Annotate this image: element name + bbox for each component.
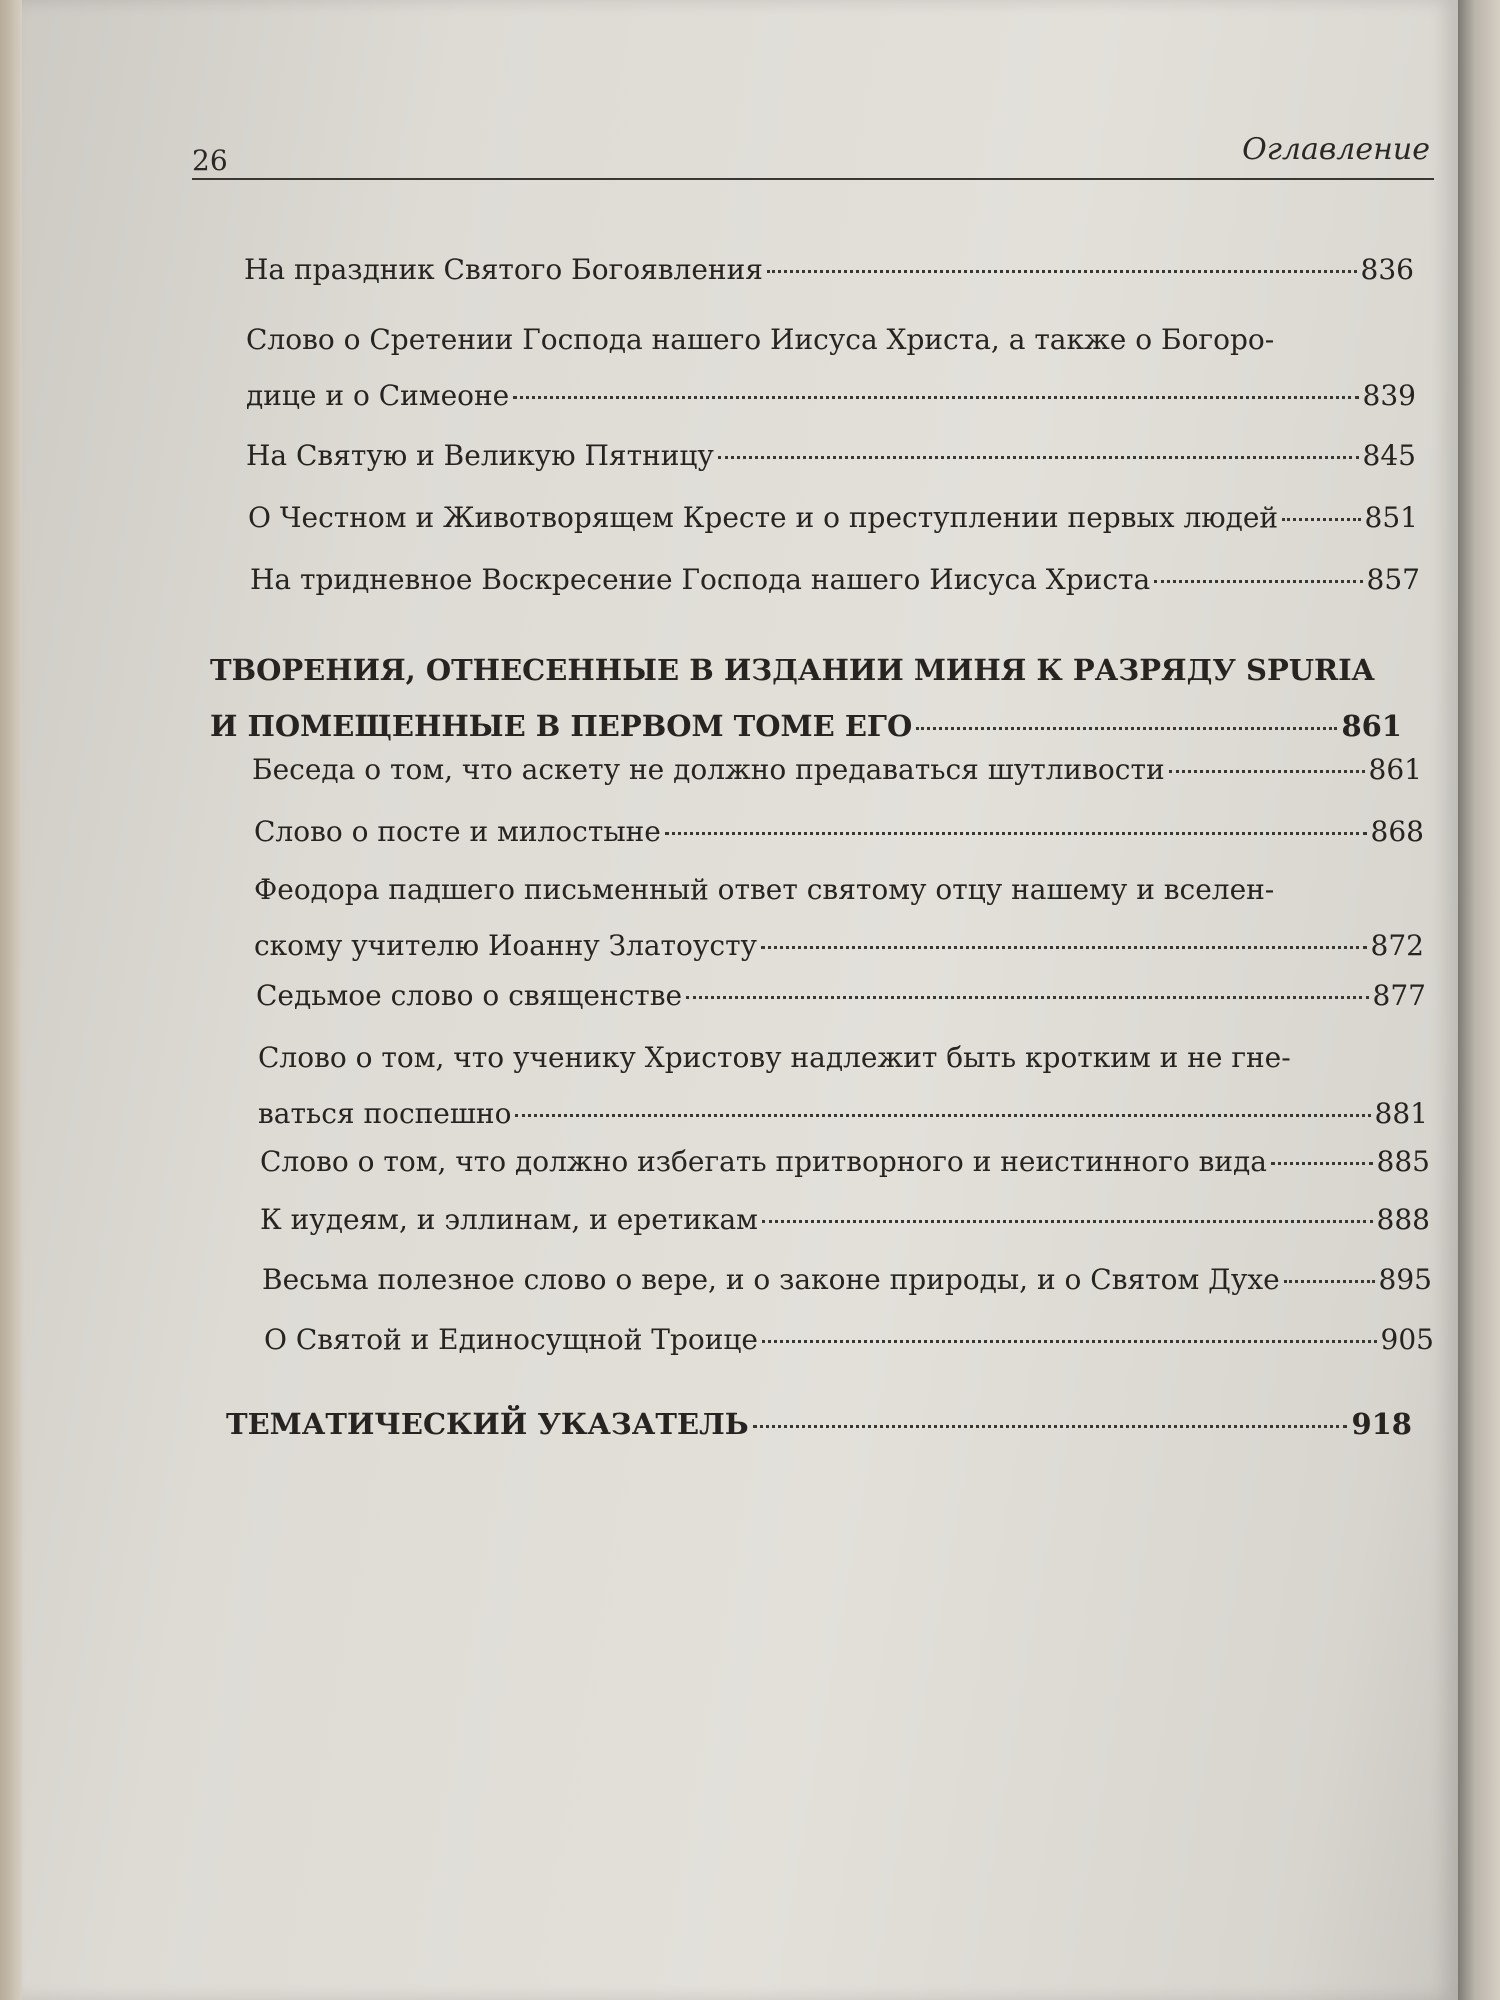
- toc-entry-title: скому учителю Иоанну Златоусту: [254, 929, 758, 962]
- toc-page-number: 885: [1376, 1145, 1430, 1178]
- toc-page-number: 888: [1376, 1203, 1430, 1236]
- toc-entry-title: К иудеям, и эллинам, и еретикам: [260, 1203, 758, 1236]
- toc-entry[interactable]: [244, 242, 1414, 298]
- toc-entry[interactable]: [250, 552, 1420, 608]
- toc-page-number: 845: [1362, 439, 1416, 472]
- dot-leader: [916, 727, 1337, 730]
- toc-entry-title: Седьмое слово о священстве: [256, 979, 683, 1012]
- toc-page-number: 839: [1362, 379, 1416, 412]
- toc-entry[interactable]: [260, 1134, 1430, 1190]
- toc-page-number: 881: [1374, 1097, 1428, 1130]
- toc-section-title: ТЕМАТИЧЕСКИЙ УКАЗАТЕЛЬ: [226, 1407, 749, 1441]
- toc-page-number: 868: [1370, 815, 1424, 848]
- toc-section-spuria[interactable]: [210, 642, 1402, 754]
- dot-leader: [686, 996, 1368, 999]
- right-page-edge: [1458, 0, 1500, 2000]
- dot-leader: [1284, 1280, 1375, 1283]
- dot-leader: [753, 1425, 1348, 1428]
- dot-leader: [767, 270, 1357, 273]
- running-title: Оглавление: [1242, 132, 1430, 167]
- dot-leader: [515, 1114, 1370, 1117]
- toc-entry[interactable]: [246, 428, 1416, 484]
- toc-page-number: 861: [1341, 709, 1402, 743]
- toc-section-title-line1: ТВОРЕНИЯ, ОТНЕСЕННЫЕ В ИЗДАНИИ МИНЯ К РАЗРЯДУ SPURIA: [210, 653, 1375, 687]
- toc-page-number: 877: [1372, 979, 1426, 1012]
- dot-leader: [1169, 770, 1365, 773]
- toc-page-number: 836: [1360, 253, 1414, 286]
- dot-leader: [761, 946, 1367, 949]
- toc-entry-title-line1: Слово о Сретении Господа нашего Иисуса Христа, а также о Богоро-: [246, 323, 1275, 356]
- book-page: [22, 0, 1458, 2000]
- toc-entry-title: На Святую и Великую Пятницу: [246, 439, 714, 472]
- table-of-contents: [22, 0, 1458, 2000]
- toc-page-number: 861: [1368, 753, 1422, 786]
- left-page-edge: [0, 0, 22, 2000]
- toc-entry[interactable]: [254, 804, 1424, 860]
- toc-entry[interactable]: [260, 1192, 1430, 1248]
- toc-entry-title: Слово о том, что должно избегать притворного и неистинного вида: [260, 1145, 1267, 1178]
- toc-page-number: 918: [1351, 1407, 1412, 1441]
- toc-page-number: 895: [1378, 1263, 1432, 1296]
- toc-entry[interactable]: [258, 1030, 1428, 1142]
- page-number: 26: [192, 144, 228, 177]
- dot-leader: [718, 456, 1359, 459]
- toc-page-number: 872: [1370, 929, 1424, 962]
- toc-section-title: И ПОМЕЩЕННЫЕ В ПЕРВОМ ТОМЕ ЕГО: [210, 709, 913, 743]
- toc-entry[interactable]: [262, 1252, 1432, 1308]
- dot-leader: [762, 1220, 1373, 1223]
- dot-leader: [665, 832, 1367, 835]
- toc-page-number: 851: [1364, 501, 1418, 534]
- toc-entry[interactable]: [252, 742, 1422, 798]
- toc-page-number: 857: [1366, 563, 1420, 596]
- toc-entry-title-line1: Слово о том, что ученику Христову надлежит быть кротким и не гне-: [258, 1041, 1291, 1074]
- toc-entry[interactable]: [264, 1312, 1434, 1368]
- dot-leader: [762, 1340, 1377, 1343]
- toc-entry[interactable]: [246, 312, 1416, 424]
- toc-entry-title: дице и о Симеоне: [246, 379, 510, 412]
- dot-leader: [513, 396, 1358, 399]
- toc-entry[interactable]: [254, 862, 1424, 974]
- toc-entry-title: О Святой и Единосущной Троице: [264, 1323, 759, 1356]
- toc-entry-title: О Честном и Животворящем Кресте и о преступлении первых людей: [248, 501, 1279, 534]
- dot-leader: [1271, 1162, 1373, 1165]
- toc-entry-title: ваться поспешно: [258, 1097, 512, 1130]
- dot-leader: [1282, 518, 1360, 521]
- dot-leader: [1154, 580, 1362, 583]
- toc-section-index[interactable]: [226, 1396, 1412, 1452]
- toc-entry-title-line1: Феодора падшего письменный ответ святому отцу нашему и вселен-: [254, 873, 1275, 906]
- toc-entry-title: На тридневное Воскресение Господа нашего Иисуса Христа: [250, 563, 1151, 596]
- toc-entry-title: Беседа о том, что аскету не должно предаваться шутливости: [252, 753, 1165, 786]
- toc-entry-title: На праздник Святого Богоявления: [244, 253, 763, 286]
- toc-entry[interactable]: [248, 490, 1418, 546]
- toc-entry-title: Весьма полезное слово о вере, и о законе природы, и о Святом Духе: [262, 1263, 1280, 1296]
- toc-entry[interactable]: [256, 968, 1426, 1024]
- toc-page-number: 905: [1380, 1323, 1434, 1356]
- toc-entry-title: Слово о посте и милостыне: [254, 815, 661, 848]
